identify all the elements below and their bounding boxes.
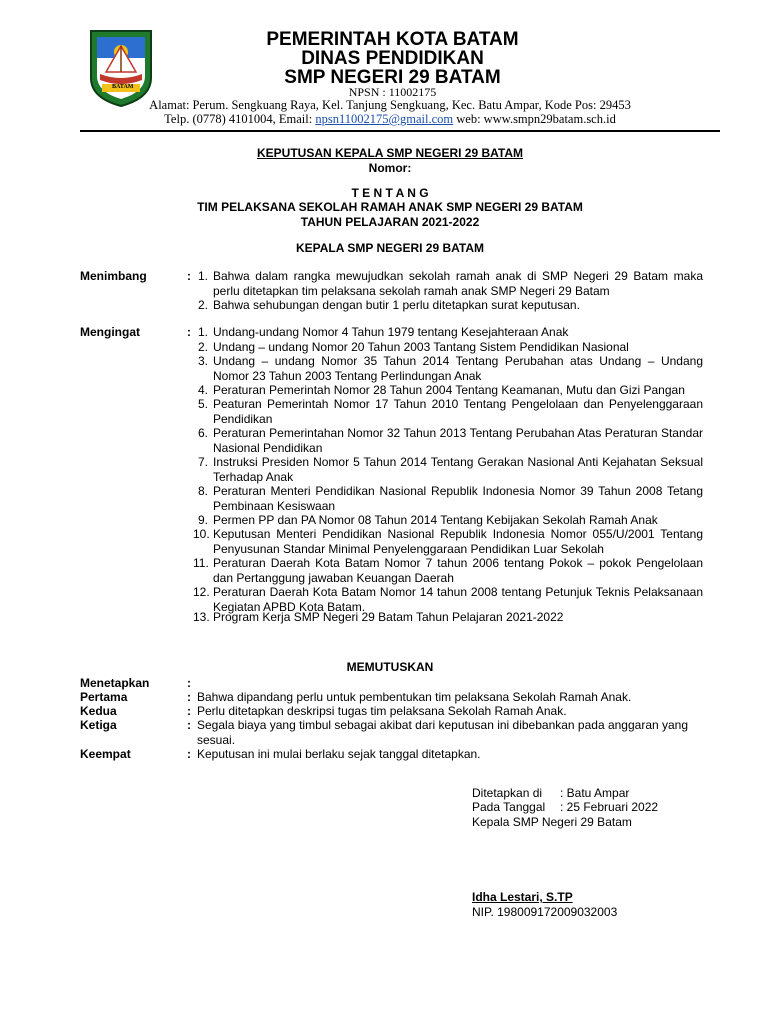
decree-number: Nomor: bbox=[368, 161, 412, 175]
menimbang-item-number: 2. bbox=[198, 298, 209, 312]
memutuskan-label: Kedua bbox=[80, 704, 117, 718]
decree-title: KEPUTUSAN KEPALA SMP NEGERI 29 BATAM bbox=[256, 146, 524, 160]
mengingat-item-text: Peraturan Pemerintahan Nomor 32 Tahun 2013 Tentang Perubahan Atas Peraturan Standar Nasional Pendidikan bbox=[213, 426, 703, 455]
signatory-nip: NIP. 198009172009032003 bbox=[472, 905, 618, 919]
mengingat-item-text: Instruksi Presiden Nomor 5 Tahun 2014 Tentang Gerakan Nasional Anti Kejahatan Seksual Terhadap Anak bbox=[213, 455, 703, 484]
memutuskan-label: Keempat bbox=[80, 747, 131, 761]
decree-issuer: KEPALA SMP NEGERI 29 BATAM bbox=[295, 241, 485, 255]
mengingat-item-number: 11. bbox=[193, 556, 209, 570]
memutuskan-label: Ketiga bbox=[80, 718, 117, 732]
mengingat-item-text: Undang – undang Nomor 35 Tahun 2014 Tentang Perubahan atas Undang – Undang Nomor 23 Tahun 2003 Tentang Perlindungan Anak bbox=[213, 354, 703, 383]
mengingat-item-number: 8. bbox=[198, 484, 209, 498]
decree-tentang: T E N T A N G bbox=[351, 186, 429, 200]
signatory-name: Idha Lestari, S.TP bbox=[472, 890, 573, 904]
mengingat-label: Mengingat bbox=[80, 325, 140, 339]
email-link[interactable]: npsn11002175@gmail.com bbox=[315, 112, 454, 126]
letterhead-divider bbox=[80, 130, 720, 132]
letterhead-school: SMP NEGERI 29 BATAM bbox=[284, 67, 501, 88]
mengingat-item-text: Program Kerja SMP Negeri 29 Batam Tahun Pelajaran 2021-2022 bbox=[213, 610, 564, 624]
mengingat-item-text: Keputusan Menteri Pendidikan Nasional Republik Indonesia Nomor 055/U/2001 Tentang Penyusunan Standar Minimal Penyelenggaraan Pendidikan Luar Sekolah bbox=[213, 527, 703, 556]
mengingat-item-text: Undang – undang Nomor 20 Tahun 2003 Tantang Sistem Pendidikan Nasional bbox=[213, 340, 629, 354]
mengingat-item-text: Permen PP dan PA Nomor 08 Tahun 2014 Tentang Kebijakan Sekolah Ramah Anak bbox=[213, 513, 658, 527]
mengingat-item-text: Peraturan Pemerintah Nomor 28 Tahun 2004 Tentang Keamanan, Mutu dan Gizi Pangan bbox=[213, 383, 685, 397]
memutuskan-colon: : bbox=[187, 676, 191, 690]
sign-place-value: : Batu Ampar bbox=[560, 786, 630, 800]
logo-text: BATAM bbox=[112, 84, 134, 90]
memutuskan-colon: : bbox=[187, 704, 191, 718]
menimbang-item-text: Bahwa dalam rangka mewujudkan sekolah ramah anak di SMP Negeri 29 Batam maka perlu ditetapkan tim pelaksana sekolah ramah anak SMP Negeri 29 Batam bbox=[213, 269, 703, 298]
mengingat-item-number: 2. bbox=[198, 340, 209, 354]
menimbang-colon: : bbox=[187, 269, 191, 283]
memutuskan-text: Perlu ditetapkan deskripsi tugas tim pelaksana Sekolah Ramah Anak. bbox=[197, 704, 567, 718]
mengingat-item-number: 9. bbox=[198, 513, 209, 527]
mengingat-item-number: 7. bbox=[198, 455, 209, 469]
city-emblem-logo bbox=[88, 28, 154, 108]
memutuskan-heading: MEMUTUSKAN bbox=[346, 660, 434, 674]
mengingat-colon: : bbox=[187, 325, 191, 339]
mengingat-item-text: Peraturan Daerah Kota Batam Nomor 14 tahun 2008 tentang Petunjuk Teknis Pelaksanaan Kegiatan APBD Kota Batam. bbox=[213, 585, 703, 614]
letterhead-npsn: NPSN : 11002175 bbox=[348, 85, 437, 99]
mengingat-item-text: Peraturan Daerah Kota Batam Nomor 7 tahun 2006 tentang Pokok – pokok Pengelolaan dan Pertanggung jawaban Keuangan Daerah bbox=[213, 556, 703, 585]
mengingat-item-number: 4. bbox=[198, 383, 209, 397]
memutuskan-label: Menetapkan bbox=[80, 676, 150, 690]
menimbang-item-number: 1. bbox=[198, 269, 209, 283]
memutuskan-colon: : bbox=[187, 690, 191, 704]
mengingat-item-number: 13. bbox=[193, 610, 210, 624]
memutuskan-text: Segala biaya yang timbul sebagai akibat dari keputusan ini dibebankan pada anggaran yang sesuai. bbox=[197, 718, 689, 747]
mengingat-item-number: 5. bbox=[198, 397, 209, 411]
mengingat-item-number: 10. bbox=[193, 527, 210, 541]
sign-date-value: : 25 Februari 2022 bbox=[560, 800, 659, 814]
mengingat-item-number: 12. bbox=[193, 585, 210, 599]
contact-phone: Telp. (0778) 4101004, Email: bbox=[164, 112, 313, 126]
menimbang-item-text: Bahwa sehubungan dengan butir 1 perlu ditetapkan surat keputusan. bbox=[213, 298, 580, 312]
mengingat-item-text: Peraturan Menteri Pendidikan Nasional Republik Indonesia Nomor 39 Tahun 2008 Tetang Pembinaan Kesiswaan bbox=[213, 484, 703, 513]
memutuskan-text: Bahwa dipandang perlu untuk pembentukan tim pelaksana Sekolah Ramah Anak. bbox=[197, 690, 632, 704]
letterhead-department: DINAS PENDIDIKAN bbox=[301, 48, 484, 69]
letterhead-address: Alamat: Perum. Sengkuang Raya, Kel. Tanjung Sengkuang, Kec. Batu Ampar, Kode Pos: 29453 bbox=[149, 98, 631, 112]
mengingat-item-text: Peaturan Pemerintah Nomor 17 Tahun 2010 Tentang Pengelolaan dan Penyelenggaraan Pendidikan bbox=[213, 397, 703, 426]
mengingat-item-text: Undang-undang Nomor 4 Tahun 1979 tentang Kesejahteraan Anak bbox=[213, 325, 569, 339]
memutuskan-colon: : bbox=[187, 747, 191, 761]
sign-place-label: Ditetapkan di bbox=[472, 786, 543, 800]
decree-subject: TIM PELAKSANA SEKOLAH RAMAH ANAK SMP NEGERI 29 BATAM bbox=[197, 200, 583, 214]
menimbang-label: Menimbang bbox=[80, 269, 147, 283]
letterhead-contact bbox=[110, 112, 670, 127]
memutuskan-label: Pertama bbox=[80, 690, 128, 704]
decree-year: TAHUN PELAJARAN 2021-2022 bbox=[300, 215, 480, 229]
memutuskan-colon: : bbox=[187, 718, 191, 732]
mengingat-item-number: 6. bbox=[198, 426, 209, 440]
letterhead-government: PEMERINTAH KOTA BATAM bbox=[266, 29, 519, 50]
sign-position: Kepala SMP Negeri 29 Batam bbox=[472, 815, 632, 829]
contact-web: web: www.smpn29batam.sch.id bbox=[456, 112, 616, 126]
mengingat-item-number: 1. bbox=[198, 325, 209, 339]
mengingat-item-number: 3. bbox=[198, 354, 209, 368]
sign-date-label: Pada Tanggal bbox=[472, 800, 546, 814]
memutuskan-text: Keputusan ini mulai berlaku sejak tanggal ditetapkan. bbox=[197, 747, 481, 761]
